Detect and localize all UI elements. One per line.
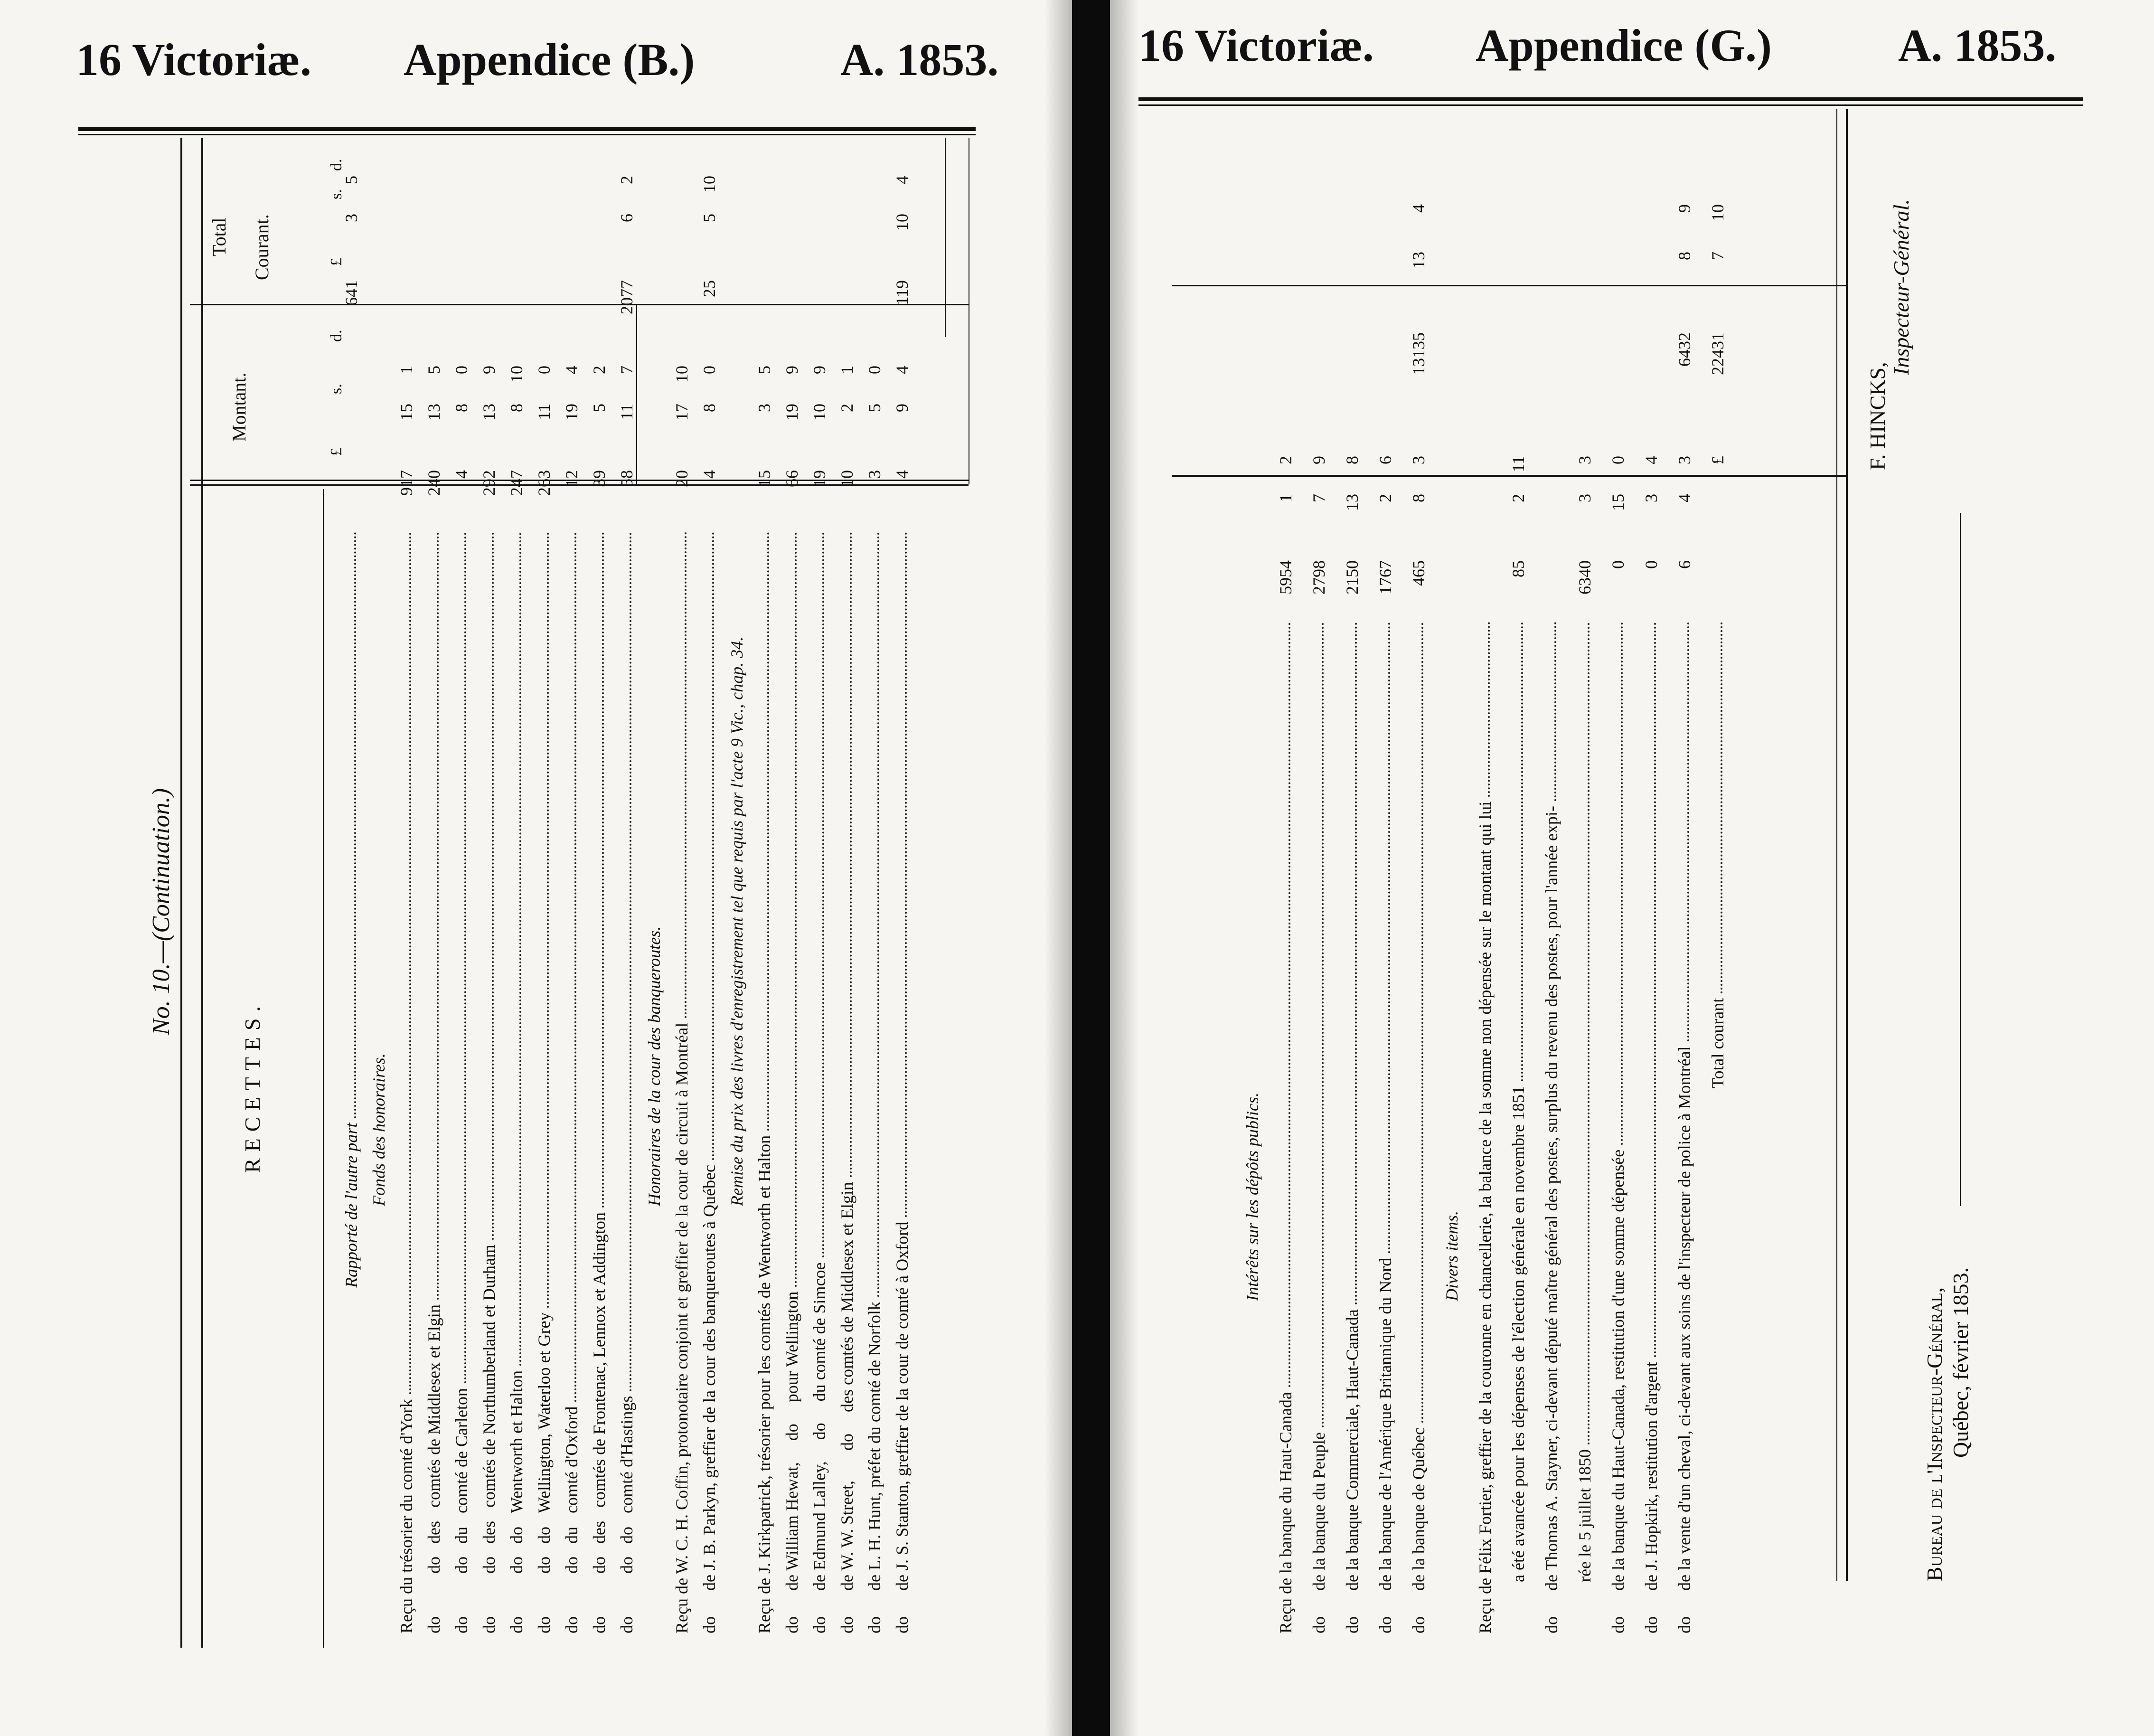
amount-m-d: 9 bbox=[782, 366, 801, 374]
leader-dots bbox=[767, 532, 769, 1131]
table-row bbox=[727, 114, 746, 1633]
amount-t-l: 25 bbox=[700, 280, 719, 297]
amount-m-s: 13 bbox=[1343, 494, 1362, 511]
amount-m-l: 0 bbox=[1608, 560, 1627, 569]
amount-m-l: 465 bbox=[1409, 560, 1428, 586]
amount-m-s: 8 bbox=[700, 404, 719, 412]
total-heading-2: Courant. bbox=[251, 214, 273, 280]
amount-t-l: 13135 bbox=[1409, 332, 1428, 375]
amount-m-d: 0 bbox=[1608, 456, 1627, 464]
right-top-rule bbox=[1138, 97, 2083, 101]
row-label: do de J. Hopkirk, restitution d'argent bbox=[1642, 1362, 1661, 1633]
leader-dots bbox=[1421, 622, 1423, 1423]
table-row bbox=[1409, 114, 1428, 1633]
amount-m-d: 4 bbox=[562, 366, 581, 374]
table-row bbox=[1476, 114, 1495, 1633]
amount-t-l: 22431 bbox=[1708, 332, 1727, 375]
amount-m-l: 2798 bbox=[1309, 560, 1328, 594]
montant-unit-d: d. bbox=[328, 330, 345, 342]
amount-t-d: 9 bbox=[1675, 204, 1694, 213]
amount-t-s: 5 bbox=[700, 214, 719, 222]
leader-dots bbox=[464, 532, 466, 1383]
amount-m-s: 2 bbox=[837, 404, 856, 412]
table-row bbox=[617, 114, 636, 1633]
table-row bbox=[1542, 114, 1561, 1633]
amount-m-l: 58 bbox=[617, 470, 636, 487]
amount-m-s: 19 bbox=[562, 404, 581, 421]
row-label: do de la banque du Peuple bbox=[1309, 1432, 1328, 1633]
row-label: do de Thomas A. Stayner, ci-devant député maître général des postes, surplus du revenu des postes, pour l'année expi- bbox=[1542, 806, 1561, 1633]
amount-m-s: 7 bbox=[1309, 494, 1328, 502]
table-row bbox=[1642, 114, 1661, 1633]
amount-m-d: 0 bbox=[700, 366, 719, 374]
amount-t-l: 641 bbox=[342, 280, 361, 306]
table-row bbox=[672, 114, 691, 1633]
left-header-appendix: Appendice (B.) bbox=[404, 34, 695, 85]
amount-m-l: 2150 bbox=[1343, 560, 1362, 594]
left-page bbox=[0, 0, 1072, 1736]
row-label: do do des bbox=[480, 1521, 499, 1633]
amount-m-d: 3 bbox=[1409, 456, 1428, 464]
amount-m-l: 1767 bbox=[1376, 560, 1395, 594]
leader-dots bbox=[1687, 622, 1689, 1041]
row-label: do de William Hewat, do pour Wellington bbox=[782, 1291, 801, 1633]
right-header-appendix: Appendice (G.) bbox=[1476, 20, 1772, 71]
table-row bbox=[865, 114, 884, 1633]
row-label: do do do bbox=[535, 1527, 554, 1633]
amount-m-d: 9 bbox=[1309, 456, 1328, 464]
leader-dots bbox=[1521, 622, 1523, 1081]
amount-m-d: 9 bbox=[810, 366, 829, 374]
table-row bbox=[535, 114, 554, 1633]
amount-m-s: 1 bbox=[1276, 494, 1295, 502]
table-row bbox=[893, 114, 912, 1633]
signature-title: Inspecteur-Général. bbox=[1889, 199, 1913, 375]
table-row bbox=[562, 114, 581, 1633]
office-date: Québec, février 1853. bbox=[1948, 1267, 1973, 1458]
leader-dots bbox=[822, 532, 824, 1257]
row-label: a été avancée pour les dépenses de l'élection générale en novembre 1851 bbox=[1509, 1085, 1528, 1633]
table-row bbox=[1276, 114, 1295, 1633]
row-label: do de Edmund Lalley, do du comté de Simcoe bbox=[810, 1262, 829, 1633]
row-label: do de la banque du Haut-Canada, restitution d'une somme dépensée bbox=[1608, 1149, 1627, 1633]
amount-m-s: 10 bbox=[810, 404, 829, 421]
montant-unit-pound: £ bbox=[328, 448, 345, 456]
amount-m-s: 2 bbox=[1509, 494, 1528, 502]
leader-dots bbox=[795, 532, 797, 1287]
amount-m-s: 15 bbox=[397, 404, 416, 421]
amount-m-d: 0 bbox=[452, 366, 471, 374]
row-label-detail: comtés de Middlesex et Elgin bbox=[424, 1304, 443, 1508]
leader-dots bbox=[519, 532, 521, 1366]
amount-m-l: 12 bbox=[562, 470, 581, 487]
amount-m-l: 4 bbox=[893, 470, 912, 479]
leader-dots bbox=[409, 532, 411, 1394]
amount-t-d: 10 bbox=[700, 176, 719, 193]
section-heading: Divers items. bbox=[1442, 1211, 1461, 1301]
amount-t-s: 7 bbox=[1708, 252, 1727, 260]
amount-t-s: 8 bbox=[1675, 252, 1694, 260]
table-row bbox=[590, 114, 609, 1633]
right-header-session: 16 Victoriæ. bbox=[1138, 20, 1374, 71]
amount-m-d: 1 bbox=[837, 366, 856, 374]
leader-dots bbox=[354, 532, 356, 1118]
amount-m-d: 10 bbox=[507, 366, 526, 383]
table-row bbox=[1243, 114, 1262, 1633]
amount-m-s: 4 bbox=[1675, 494, 1694, 502]
amount-m-l: 85 bbox=[1509, 560, 1528, 577]
amount-m-s: 2 bbox=[1376, 494, 1395, 502]
leader-dots bbox=[1721, 622, 1722, 993]
table-row bbox=[1708, 114, 1727, 1633]
left-receipts-table bbox=[313, 114, 978, 1633]
amount-t-d: 2 bbox=[617, 176, 636, 184]
leader-dots bbox=[630, 532, 631, 1391]
row-label: do do do bbox=[617, 1527, 636, 1633]
table-row bbox=[1675, 114, 1694, 1633]
amount-m-d: 6 bbox=[1376, 456, 1395, 464]
amount-m-s: 11 bbox=[535, 404, 554, 420]
amount-m-s: 8 bbox=[507, 404, 526, 412]
leader-dots bbox=[437, 532, 439, 1300]
amount-m-d: 0 bbox=[535, 366, 554, 374]
table-row bbox=[369, 114, 388, 1633]
leader-dots bbox=[1355, 622, 1357, 1304]
table-row bbox=[1343, 114, 1362, 1633]
row-label: do do du bbox=[452, 1527, 471, 1633]
row-label: rée le 5 juillet 1850 bbox=[1575, 1449, 1594, 1633]
left-header-session: 16 Victoriæ. bbox=[76, 34, 311, 85]
row-label: Reçu de la banque du Haut-Canada bbox=[1276, 1392, 1295, 1633]
amount-m-s: 9 bbox=[893, 404, 912, 412]
amount-t-s: 10 bbox=[893, 214, 912, 231]
amount-m-l: 0 bbox=[1642, 560, 1661, 569]
table-row bbox=[342, 114, 361, 1633]
table-row bbox=[1309, 114, 1328, 1633]
amount-m-l: 39 bbox=[590, 470, 609, 487]
table-row bbox=[645, 114, 664, 1633]
row-label-detail: Total courant bbox=[1708, 998, 1727, 1088]
leader-dots bbox=[1588, 622, 1590, 1444]
total-unit-d: d. bbox=[328, 159, 345, 171]
row-label: do de L. H. Hunt, préfet du comté de Norfolk bbox=[865, 1302, 884, 1633]
amount-m-l: 6340 bbox=[1575, 560, 1594, 594]
leader-dots bbox=[685, 532, 687, 1018]
table-row bbox=[1376, 114, 1395, 1633]
recettes-heading: RECETTES. bbox=[240, 1000, 264, 1173]
leader-dots bbox=[905, 532, 907, 1217]
amount-m-d: 4 bbox=[1642, 456, 1661, 464]
leader-dots bbox=[1621, 622, 1623, 1145]
row-label: Reçu de W. C. H. Coffin, protonotaire conjoint et greffier de la cour de circuit à Montréal bbox=[672, 1022, 691, 1633]
amount-m-s: 3 bbox=[755, 404, 774, 412]
row-label: do de la banque de l'Amérique Britannique du Nord bbox=[1376, 1257, 1395, 1633]
section-heading: Remise du prix des livres d'enregistrement tel que requis par l'acte 9 Vic., chap. 34. bbox=[727, 636, 746, 1206]
amount-t-s: 3 bbox=[342, 214, 361, 222]
amount-m-s: 8 bbox=[1409, 494, 1428, 502]
left-header-year: A. 1853. bbox=[840, 34, 999, 85]
amount-m-d: 8 bbox=[1343, 456, 1362, 464]
table-row bbox=[837, 114, 856, 1633]
leader-dots bbox=[492, 532, 494, 1240]
row-label: do do des bbox=[424, 1521, 443, 1633]
leader-dots bbox=[1554, 622, 1556, 801]
amount-m-s: 3 bbox=[1575, 494, 1594, 502]
amount-t-d: 10 bbox=[1708, 204, 1727, 221]
amount-m-l: 10 bbox=[837, 470, 856, 487]
row-label: do de la banque de Québec bbox=[1409, 1427, 1428, 1633]
amount-m-s: 19 bbox=[782, 404, 801, 421]
amount-m-d: 3 bbox=[1675, 456, 1694, 464]
row-label: do do des bbox=[590, 1521, 609, 1633]
leader-dots bbox=[1322, 622, 1324, 1427]
amount-m-l: 15 bbox=[755, 470, 774, 487]
amount-m-d: 7 bbox=[617, 366, 636, 374]
row-label: Reçu du trésorier du comté d'York bbox=[397, 1399, 416, 1633]
left-section-title: No. 10.—(Continuation.) bbox=[148, 788, 175, 1035]
amount-m-s: 8 bbox=[452, 404, 471, 412]
amount-t-d: 4 bbox=[1409, 204, 1428, 213]
total-unit-s: s. bbox=[328, 189, 345, 199]
section-heading: Intérêts sur les dépôts publics. bbox=[1243, 1093, 1262, 1301]
amount-m-d: 5 bbox=[424, 366, 443, 374]
amount-m-l: 3 bbox=[865, 470, 884, 479]
amount-m-d: 3 bbox=[1575, 456, 1594, 464]
amount-m-s: 5 bbox=[590, 404, 609, 412]
leader-dots bbox=[877, 532, 879, 1297]
row-label-detail: comté d'Hastings bbox=[617, 1396, 636, 1513]
table-row bbox=[1575, 114, 1594, 1633]
amount-m-l: 19 bbox=[810, 470, 829, 487]
amount-m-d: 9 bbox=[480, 366, 499, 374]
amount-m-s: 13 bbox=[424, 404, 443, 421]
right-receipts-table bbox=[1224, 114, 1841, 1633]
leader-dots bbox=[1388, 622, 1390, 1253]
amount-m-s: 13 bbox=[480, 404, 499, 421]
amount-m-s: 17 bbox=[672, 404, 691, 421]
section-heading: Fonds des honoraires. bbox=[369, 1053, 388, 1206]
row-label-detail: comté de Carleton bbox=[452, 1388, 471, 1513]
amount-m-l: 4 bbox=[452, 470, 471, 479]
leader-dots bbox=[1289, 622, 1290, 1387]
amount-m-d: 5 bbox=[755, 366, 774, 374]
amount-m-s: 15 bbox=[1608, 494, 1627, 511]
amount-m-l: 917 bbox=[397, 470, 416, 496]
amount-t-s: 13 bbox=[1409, 252, 1428, 269]
amount-m-l: 4 bbox=[700, 470, 719, 479]
section-heading: Honoraires de la cour des banqueroutes. bbox=[645, 926, 664, 1206]
row-label-detail: comtés de Northumberland et Durham bbox=[480, 1245, 499, 1508]
leader-dots bbox=[850, 532, 852, 1177]
row-label: Reçu de J. Kirkpatrick, trésorier pour les comtés de Wentworth et Halton bbox=[755, 1135, 774, 1633]
amount-m-l: 247 bbox=[507, 470, 526, 496]
row-label-detail: Wellington, Waterloo et Grey bbox=[535, 1312, 554, 1513]
total-unit-pound: £ bbox=[328, 258, 345, 266]
row-label-detail: comtés de Frontenac, Lennox et Addington bbox=[590, 1212, 609, 1508]
signature-name: F. HINCKS, bbox=[1865, 362, 1890, 470]
amount-m-l: 292 bbox=[480, 470, 499, 496]
table-row bbox=[424, 114, 443, 1633]
amount-t-l: 2077 bbox=[617, 280, 636, 314]
row-label-detail: Wentworth et Halton bbox=[507, 1370, 526, 1513]
leader-dots bbox=[547, 532, 549, 1308]
row-label: Reçu de Félix Fortier, greffier de la couronne en chancellerie, la balance de la somme non dépensée sur le montant qui lui bbox=[1476, 801, 1495, 1633]
table-row bbox=[755, 114, 774, 1633]
amount-m-d: 4 bbox=[893, 366, 912, 374]
amount-m-l: 66 bbox=[782, 470, 801, 487]
row-label: do de J. B. Parkyn, greffier de la cour des banqueroutes à Québec bbox=[700, 1164, 719, 1633]
row-label-detail: Rapporté de l'autre part bbox=[342, 1123, 361, 1288]
amount-m-l: 20 bbox=[672, 470, 691, 487]
row-label: do de J. S. Stanton, greffier de la cour de comté à Oxford bbox=[893, 1221, 912, 1633]
leader-dots bbox=[574, 532, 576, 1402]
leader-dots bbox=[1654, 622, 1656, 1357]
table-row bbox=[507, 114, 526, 1633]
amount-m-d: 0 bbox=[865, 366, 884, 374]
montant-unit-s: s. bbox=[328, 384, 345, 394]
row-label: do do do bbox=[507, 1527, 526, 1633]
left-table-border bbox=[180, 138, 182, 1648]
amount-t-d: 5 bbox=[342, 176, 361, 184]
row-label: do do du bbox=[562, 1527, 581, 1633]
row-label: do de la banque Commerciale, Haut-Canada bbox=[1343, 1309, 1362, 1633]
total-heading-1: Total bbox=[208, 217, 230, 256]
leader-dots bbox=[1488, 622, 1490, 797]
amount-m-l: 5954 bbox=[1276, 560, 1295, 594]
row-label: do de W. W. Street, do des comtés de Middlesex et Elgin bbox=[837, 1182, 856, 1633]
amount-m-d: 11 bbox=[1509, 456, 1528, 472]
right-header-year: A. 1853. bbox=[1898, 20, 2057, 71]
row-label-detail: comté d'Oxford bbox=[562, 1406, 581, 1513]
row-label: do de la vente d'un cheval, ci-devant aux soins de l'inspecteur de police à Montréal bbox=[1675, 1046, 1694, 1633]
table-row bbox=[480, 114, 499, 1633]
amount-m-s: 5 bbox=[865, 404, 884, 412]
table-row bbox=[452, 114, 471, 1633]
closing-rule bbox=[1960, 513, 1961, 1206]
amount-t-d: 4 bbox=[893, 176, 912, 184]
table-row bbox=[1442, 114, 1461, 1633]
table-row bbox=[810, 114, 829, 1633]
amount-m-d: 2 bbox=[590, 366, 609, 374]
amount-m-s: 11 bbox=[617, 404, 636, 420]
montant-heading: Montant. bbox=[228, 372, 250, 442]
office-line: Bureau de l'Inspecteur-Général, bbox=[1922, 1287, 1947, 1581]
amount-m-l: 263 bbox=[535, 470, 554, 496]
amount-m-d: £ bbox=[1708, 456, 1727, 464]
amount-t-l: 6432 bbox=[1675, 332, 1694, 367]
amount-m-l: 6 bbox=[1675, 560, 1694, 569]
table-row bbox=[1608, 114, 1627, 1633]
amount-m-l: 240 bbox=[424, 470, 443, 496]
amount-t-s: 6 bbox=[617, 214, 636, 222]
table-row bbox=[700, 114, 719, 1633]
leader-dots bbox=[602, 532, 604, 1208]
right-page bbox=[1110, 0, 2154, 1736]
amount-m-d: 1 bbox=[397, 366, 416, 374]
amount-m-d: 2 bbox=[1276, 456, 1295, 464]
table-row bbox=[397, 114, 416, 1633]
amount-m-d: 10 bbox=[672, 366, 691, 383]
amount-t-l: 119 bbox=[893, 280, 912, 305]
leader-dots bbox=[712, 532, 714, 1160]
table-row bbox=[782, 114, 801, 1633]
table-row bbox=[1509, 114, 1528, 1633]
amount-m-s: 3 bbox=[1642, 494, 1661, 502]
